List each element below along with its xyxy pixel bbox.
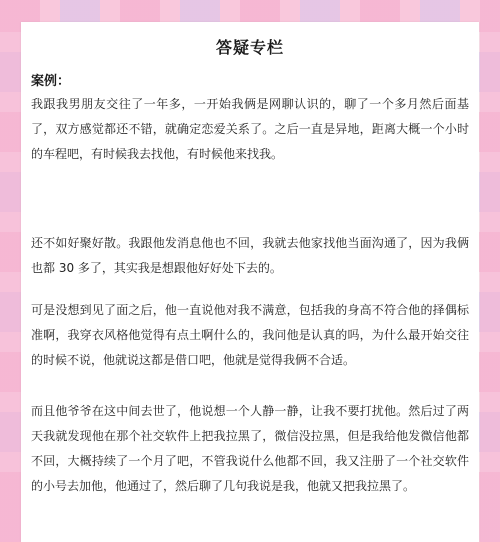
case-heading: 案例： bbox=[31, 74, 71, 89]
paragraph-2: 还不如好聚好散。我跟他发消息他也不回，我就去他家找他当面沟通了，因为我俩也都 30 多了，其实我是想跟他好好处下去的。 bbox=[31, 236, 469, 275]
paragraph-3: 可是没想到见了面之后，他一直说他对我不满意，包括我的身高不符合他的择偶标准啊，我穿衣风格他觉得有点土啊什么的，我问他是认真的吗，为什么最开始交往的时候不说，他就说这都是借口吧，他就是觉得我俩不合适。 bbox=[31, 303, 469, 367]
paragraph-1: 我跟我男朋友交往了一年多，一开始我俩是网聊认识的，聊了一个多月然后面基了，双方感觉都还不错，就确定恋爱关系了。之后一直是异地，距离大概一个小时的车程吧，有时候我去找他，有时候他来找我。 bbox=[31, 97, 469, 161]
paragraph-4: 而且他爷爷在这中间去世了，他说想一个人静一静，让我不要打扰他。然后过了两天我就发现他在那个社交软件上把我拉黑了，微信没拉黑，但是我给他发微信他都不回，大概持续了一个月了吧，不管我说什么他都不回，我又注册了一个社交软件的小号去加他，他通过了，然后聊了几句我说是我，他就又把我拉黑了。 bbox=[31, 404, 469, 493]
column-title: 答疑专栏 bbox=[215, 38, 284, 57]
faded-gap bbox=[21, 212, 479, 230]
article-sheet bbox=[21, 22, 479, 542]
